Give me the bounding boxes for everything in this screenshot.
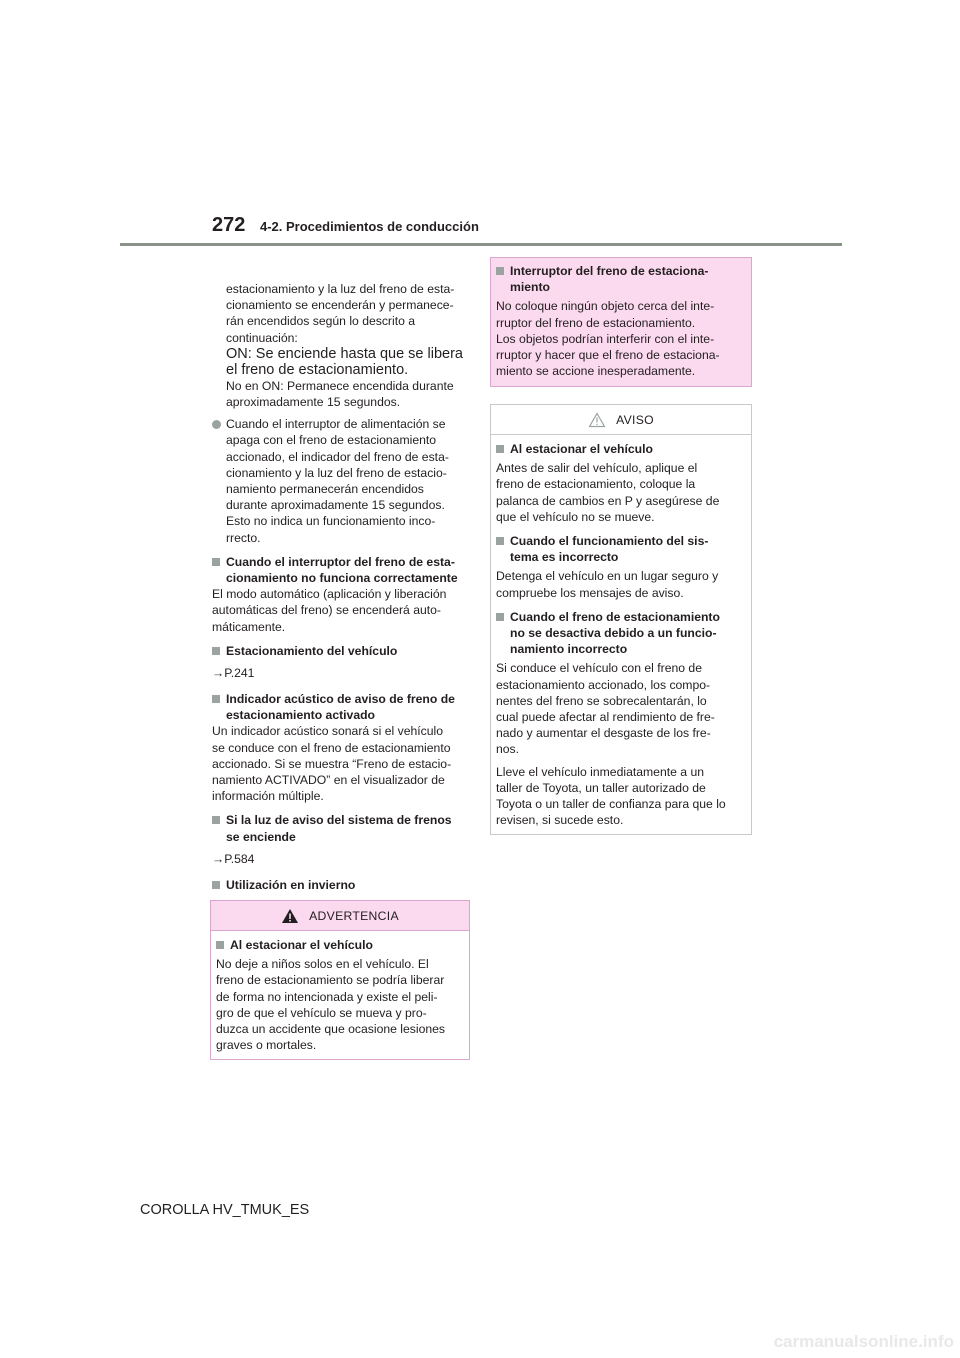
- text-line: cionamiento y la luz del freno de estacio-: [226, 465, 447, 480]
- section-heading: [496, 263, 746, 295]
- text-line: estacionamiento accionado, los compo-: [496, 677, 711, 692]
- square-bullet-icon: [212, 647, 220, 655]
- heading-line: Cuando el interruptor del freno de esta-: [226, 554, 455, 569]
- section-heading: [212, 643, 470, 659]
- heading-line: tema es incorrecto: [510, 550, 619, 565]
- heading-line: Estacionamiento del vehículo: [226, 643, 398, 658]
- section-heading: [212, 554, 470, 586]
- text-line: rruptor y hacer que el freno de estaciona-: [496, 348, 720, 363]
- section-heading: [496, 441, 746, 457]
- warning-box-body: [211, 930, 469, 1059]
- section-heading: [212, 691, 470, 723]
- text-line: graves o mortales.: [216, 1038, 317, 1053]
- heading-line: Si la luz de aviso del sistema de frenos: [226, 813, 452, 828]
- section-body: [496, 568, 746, 600]
- heading-line: se enciende: [226, 829, 296, 844]
- text-line: compruebe los mensajes de aviso.: [496, 585, 684, 600]
- watermark: carmanualsonline.info: [773, 1332, 954, 1351]
- square-bullet-icon: [216, 941, 224, 949]
- warning-triangle-icon: [281, 908, 299, 924]
- text-line: accionado. Si se muestra “Freno de estacio-: [212, 756, 452, 771]
- heading-line: Al estacionar el vehículo: [230, 938, 373, 952]
- left-column: [212, 281, 470, 927]
- text-line: No coloque ningún objeto cerca del inte-: [496, 299, 715, 314]
- square-bullet-icon: [496, 537, 504, 545]
- text-line: rán encendidos según lo descrito a: [226, 314, 416, 329]
- warning-box-header: [211, 901, 469, 930]
- square-bullet-icon: [496, 267, 504, 275]
- text-line: nado y aumentar el desgaste de los fre-: [496, 726, 711, 741]
- text-line: de forma no intencionada y existe el peli-: [216, 989, 438, 1004]
- page-reference-link[interactable]: →P.584: [212, 851, 255, 866]
- warning-label: ADVERTENCIA: [309, 908, 399, 923]
- text-line: cual puede afectar al rendimiento de fre-: [496, 710, 715, 725]
- square-bullet-icon: [212, 695, 220, 703]
- warning-box-continued-body: [491, 258, 751, 386]
- text-line: Esto no indica un funcionamiento inco-: [226, 514, 436, 529]
- text-line: Si conduce el vehículo con el freno de: [496, 661, 702, 676]
- text-line: el freno de estacionamiento.: [226, 361, 409, 378]
- section-body: [496, 764, 746, 829]
- page-reference-link[interactable]: →P.241: [212, 666, 255, 681]
- heading-line: Interruptor del freno de estaciona-: [510, 264, 709, 278]
- heading-line: Al estacionar el vehículo: [510, 442, 653, 456]
- heading-line: Cuando el funcionamiento del sis-: [510, 534, 709, 549]
- section-body: [496, 460, 746, 525]
- section-heading: [496, 609, 746, 658]
- text-line: cionamiento se encenderán y permanece-: [226, 298, 454, 313]
- text-line: continuación:: [226, 330, 298, 345]
- text-line: estacionamiento y la luz del freno de esta-: [226, 282, 455, 296]
- text-line: Un indicador acústico sonará si el vehículo: [212, 724, 444, 739]
- heading-line: Cuando el freno de estacionamiento: [510, 609, 720, 624]
- notice-box-header: [491, 405, 751, 435]
- text-line: accionado, el indicador del freno de esta-: [226, 449, 449, 464]
- header-rule: [120, 243, 842, 246]
- circle-bullet-icon: [212, 420, 221, 429]
- text-line: durante aproximadamente 15 segundos.: [226, 498, 445, 513]
- text-line: Cuando el interruptor de alimentación se: [226, 417, 446, 432]
- square-bullet-icon: [212, 881, 220, 889]
- heading-line: cionamiento no funciona correctamente: [226, 571, 458, 586]
- heading-line: estacionamiento activado: [226, 708, 376, 723]
- section-heading: [496, 533, 746, 565]
- text-line: El modo automático (aplicación y liberación: [212, 587, 447, 602]
- caution-triangle-icon: [588, 412, 606, 428]
- text-line: Toyota o un taller de confianza para que lo: [496, 797, 726, 812]
- notice-label: AVISO: [616, 412, 654, 427]
- text-line: No deje a niños solos en el vehículo. El: [216, 957, 429, 972]
- intro-paragraph: [212, 281, 470, 410]
- text-line: Antes de salir del vehículo, aplique el: [496, 461, 698, 476]
- heading-line: Indicador acústico de aviso de freno de: [226, 692, 455, 707]
- section-title: 4-2. Procedimientos de conducción: [260, 219, 479, 234]
- heading-line: miento: [510, 280, 550, 295]
- text-line: duzca un accidente que ocasione lesiones: [216, 1022, 446, 1037]
- text-line: Los objetos podrían interferir con el inte-: [496, 331, 715, 346]
- text-line: ON: Se enciende hasta que se libera: [226, 345, 463, 362]
- heading-line: Utilización en invierno: [226, 877, 356, 892]
- text-line: automáticas del freno) se encenderá auto-: [212, 603, 441, 618]
- square-bullet-icon: [212, 816, 220, 824]
- square-bullet-icon: [496, 445, 504, 453]
- notice-box: [490, 404, 752, 835]
- text-line: Detenga el vehículo en un lugar seguro y: [496, 569, 719, 584]
- heading-line: namiento incorrecto: [510, 642, 628, 657]
- section-heading: [216, 937, 464, 953]
- section-body: [212, 723, 470, 804]
- circle-bullet-item: [212, 416, 470, 546]
- text-line: gro de que el vehículo se mueva y pro-: [216, 1005, 427, 1020]
- text-line: máticamente.: [212, 619, 286, 634]
- footer-model-code: COROLLA HV_TMUK_ES: [140, 1202, 310, 1218]
- square-bullet-icon: [496, 613, 504, 621]
- notice-box-body: [491, 435, 751, 834]
- section-body: [212, 586, 470, 635]
- text-line: namiento ACTIVADO” en el visualizador de: [212, 773, 445, 788]
- text-line: revisen, si sucede esto.: [496, 813, 624, 828]
- text-line: freno de estacionamiento se podría liberar: [216, 973, 445, 988]
- section-body: [496, 660, 746, 757]
- text-line: nentes del freno se sobrecalentarán, lo: [496, 693, 707, 708]
- section-heading: [212, 877, 470, 893]
- page-number: 272: [212, 214, 246, 236]
- text-line: palanca de cambios en P y asegúrese de: [496, 493, 720, 508]
- square-bullet-icon: [212, 558, 220, 566]
- text-line: freno de estacionamiento, coloque la: [496, 477, 696, 492]
- text-line: que el vehículo no se mueve.: [496, 509, 655, 524]
- text-line: Lleve el vehículo inmediatamente a un: [496, 764, 704, 779]
- text-line: aproximadamente 15 segundos.: [226, 395, 401, 410]
- warning-box: [210, 900, 470, 1060]
- text-line: rruptor del freno de estacionamiento.: [496, 315, 696, 330]
- text-line: miento se accione inesperadamente.: [496, 364, 696, 379]
- heading-line: no se desactiva debido a un funcio-: [510, 626, 717, 641]
- text-line: se conduce con el freno de estacionamiento: [212, 740, 451, 755]
- text-line: apaga con el freno de estacionamiento: [226, 433, 437, 448]
- text-line: namiento permanecerán encendidos: [226, 482, 424, 497]
- text-line: rrecto.: [226, 530, 261, 545]
- text-line: taller de Toyota, un taller autorizado de: [496, 780, 706, 795]
- text-line: información múltiple.: [212, 789, 324, 804]
- text-line: No en ON: Permanece encendida durante: [226, 378, 454, 393]
- text-line: nos.: [496, 742, 520, 757]
- warning-box-continued: [490, 257, 752, 387]
- section-heading: [212, 812, 470, 844]
